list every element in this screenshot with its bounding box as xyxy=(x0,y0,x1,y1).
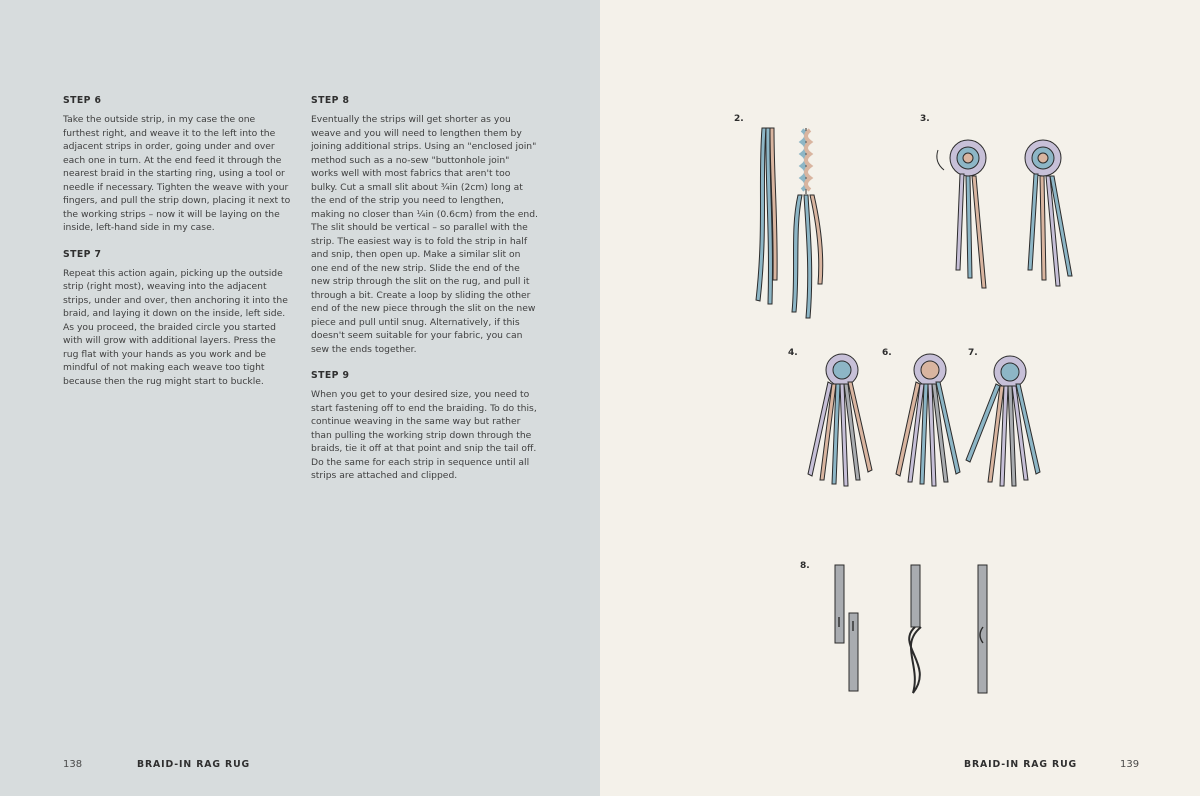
step-6-body: Take the outside strip, in my case the one furthest right, and weave it to the left into the adjacent strips in order, going under and over each one in turn. At the end feed it through the nearest braid in the starting ring, using a tool or needle if necessary. Tighten the weave with your fingers, and pull the strip down, placing it next to the working strips – now it will be laying on the inside, left-hand side in my case. xyxy=(63,114,291,233)
step-7-heading: STEP 7 xyxy=(63,248,102,260)
figures-4-6-7-illustration xyxy=(800,350,1050,490)
figure-2-illustration xyxy=(740,120,840,320)
figure-8-label: 8. xyxy=(800,561,810,571)
figure-3-illustration xyxy=(930,130,1110,300)
running-title-left: BRAID-IN RAG RUG xyxy=(137,759,251,770)
text-column-left xyxy=(63,94,291,401)
figure-4-label: 4. xyxy=(788,348,798,358)
step-8-heading: STEP 8 xyxy=(311,95,350,106)
step-8-body: Eventually the strips will get shorter as you weave and you will need to lengthen them by joining additional strips. Using an "enclosed join" method such as a no-sew "buttonhole join" works well with most fabrics that aren't too bulky. Cut a small slit about ¾in (2cm) long at the end of the strip you need to lengthen, making no closer than ¼in (0.6cm) from the end. The slit should be vertical – so parallel with the strip. The easiest way is to fold the strip in half and snip, then open up. Make a similar slit on one end of the new strip. Slide the end of the new strip through the slit on the rug, and pull it through a bit. Create a loop by sliding the other end of the new piece through the slit on the new piece and pull until snug. Alternatively, if this doesn't seem suitable for your fabric, you can sew the ends together. xyxy=(311,114,538,355)
step-9-body: When you get to your desired size, you need to start fastening off to end the braiding. To do this, continue weaving in the same way but rather than pulling the working strip down through the braids, tie it off at that point and snip the tail off. Do the same for each strip in sequence until all strips are attached and clipped. xyxy=(311,389,537,481)
figure-6-label: 6. xyxy=(882,348,892,358)
figure-3-label: 3. xyxy=(920,114,930,124)
page-number-left: 138 xyxy=(63,759,83,770)
step-7-body: Repeat this action again, picking up the outside strip (right most), weaving into the adjacent strips, under and over, then anchoring it into the braid, and laying it down on the inside, left side. As you proceed, the braided circle you started with will grow with additional layers. Press the rug flat with your hands as you work and be mindful of not making each weave too tight because then the rug might start to buckle. xyxy=(63,267,288,387)
running-title-right: BRAID-IN RAG RUG xyxy=(964,759,1078,770)
step-9-heading: STEP 9 xyxy=(311,370,350,381)
text-column-right xyxy=(311,94,539,496)
right-page xyxy=(600,0,1200,796)
figure-2-label: 2. xyxy=(734,114,744,124)
figure-8-illustration xyxy=(825,565,1005,695)
page-number-right: 139 xyxy=(1120,759,1140,770)
step-6-heading: STEP 6 xyxy=(63,95,102,106)
figure-7-label: 7. xyxy=(968,348,978,358)
